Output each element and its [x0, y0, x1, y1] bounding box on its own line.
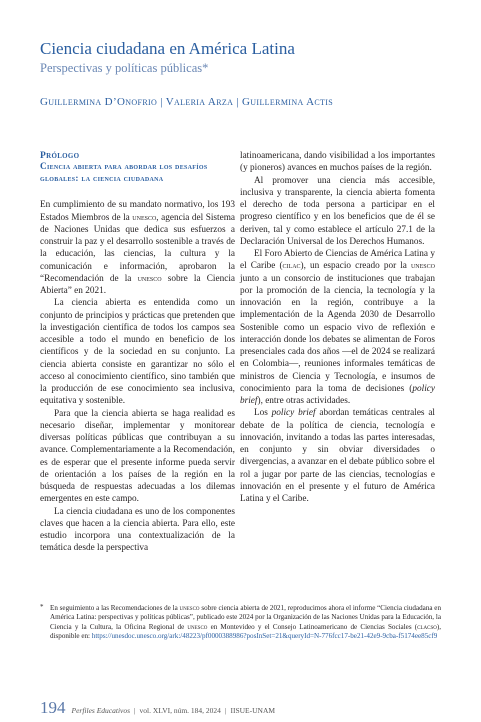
acronym: unesco [132, 212, 157, 223]
separator: | [134, 706, 136, 715]
acronym: clacso [417, 622, 437, 631]
text-run: , agencia del Sistema de Naciones Unidas que dedica sus esfuerzos a construir la paz y el desarrollo sostenible a través de la educación, las ciencias, la cultura y la comunicación e información, aprobaron la “Recomendación de la [40, 212, 235, 284]
acronym: unesco [410, 261, 435, 272]
section-title: Ciencia abierta para abordar los desafíos globales: la ciencia ciudadana [40, 162, 208, 184]
paragraph [240, 248, 435, 407]
paragraph: La ciencia ciudadana es uno de los componentes claves que hacen a la ciencia abierta. Para ello, este estudio incorpora una contextualización de la temática desde la perspectiva [40, 506, 235, 554]
author-line: Guillermina D’Onofrio | Valeria Arza | Guillermina Actis [40, 96, 334, 108]
page-footer [40, 698, 275, 718]
footnote-link[interactable]: https://unesdoc.unesco.org/ark:/48223/pf0000388986?posInSet=21&queryId=N-776fcc17-be21-42e9-9cba-f5174ee85cf9 [91, 631, 438, 640]
page-number: 194 [40, 698, 66, 717]
text-run: ), disponible en: [50, 622, 441, 640]
acronym: unesco [187, 622, 208, 631]
acronym: cilac [282, 261, 301, 272]
paragraph: Al promover una ciencia más accesible, inclusiva y transparente, la ciencia abierta fomenta el derecho de toda persona a participar en el progreso científico y en los beneficios que de él se deriven, tal y como establece el artículo 27.1 de la Declaración Universal de los Derechos Humanos. [240, 175, 435, 247]
right-column [240, 150, 435, 505]
text-run: ), entre otras actividades. [257, 396, 351, 406]
article-title: Ciencia ciudadana en América Latina [40, 39, 295, 58]
paragraph: La ciencia abierta es entendida como un conjunto de principios y prácticas que pretenden que la investigación científica de todos los campos sea accesible a todo el mundo en beneficio de los científicos y de la sociedad en su conjunto. La ciencia abierta consiste en garantizar no sólo el acceso al conocimiento científico, sino también que la producción de ese conocimiento sea inclusiva, equitativa y sostenible. [40, 298, 235, 407]
italic-term: policy brief [271, 408, 316, 419]
paragraph [240, 407, 435, 505]
text-run: abordan temáticas centrales al debate de la política de ciencia, tecnología e innovación, invitando a todas las partes interesadas, en conjunto y sin obviar diversidades o divergencias, a avanzar en el debate público sobre el rol a jugar por parte de las ciencias, tecnologías e innovación en el presente y el futuro de América Latina y el Caribe. [240, 408, 435, 504]
paragraph: latinoamericana, dando visibilidad a los importantes (y pioneros) avances en muchos países de la región. [240, 151, 435, 174]
acronym: unesco [179, 604, 200, 612]
paragraph: Para que la ciencia abierta se haga realidad es necesario diseñar, implementar y monitorear diversas políticas públicas que contribuyan a su avance. Complementariamente a la Recomendación, es de esperar que el presente informe pueda servir de orientación a los países de la región en la búsqueda de respuestas adecuadas a los dilemas emergentes en este campo. [40, 408, 235, 505]
text-run: En seguimiento a las Recomendaciones de la [50, 604, 180, 612]
running-footer [72, 706, 276, 715]
text-run: ), un espacio creado por la [300, 261, 411, 272]
text-run: sobre ciencia abierta de 2021, reproducimos ahora el informe “Ciencia ciudadana en América Latina: perspectivas y políticas públicas”, publicado este 2024 por la Organización de las Naciones Unidas para la Educación, la Ciencia y la Cultura, la Oficina Regional de [50, 604, 442, 631]
article-subtitle: Perspectivas y políticas públicas* [40, 61, 209, 75]
left-column [40, 150, 235, 555]
text-run: junto a un consorcio de instituciones que trabajan por la promoción de la ciencia, la tecnología y la innovación en la región, contribuye a la implementación de la Agenda 2030 de Desarrollo Sostenible como un espacio vivo de reflexión e interacción donde los debates se alimentan de Foros presenciales cada dos años —el de 2024 se realizará en Colombia—, reuniones informales temáticas de ministros de Ciencia y Tecnología, e insumos de conocimiento para la toma de decisiones ( [240, 273, 435, 394]
footnote [40, 604, 441, 641]
section-label: Prólogo [40, 151, 80, 161]
paragraph [40, 199, 235, 297]
footnote-marker: * [40, 603, 44, 611]
acronym: unesco [137, 273, 162, 284]
journal-name: Perfiles Educativos [71, 706, 131, 715]
italic-term: policy brief [240, 383, 435, 406]
separator: | [224, 706, 227, 715]
issn-info: IISUE-UNAM [230, 706, 276, 715]
text-run: Los [254, 408, 272, 419]
text-run: El Foro Abierto de Ciencias de América Latina y el Caribe ( [240, 249, 435, 272]
text-run: En cumplimiento de su mandato normativo, los 193 Estados Miembros de la [40, 200, 235, 223]
text-run: sobre la Ciencia Abierta” en 2021. [40, 273, 235, 296]
text-run: en Montevideo y el Consejo Latinoamericano de Ciencias Sociales ( [207, 622, 418, 631]
volume-info: vol. XLVI, núm. 184, 2024 [139, 706, 221, 715]
